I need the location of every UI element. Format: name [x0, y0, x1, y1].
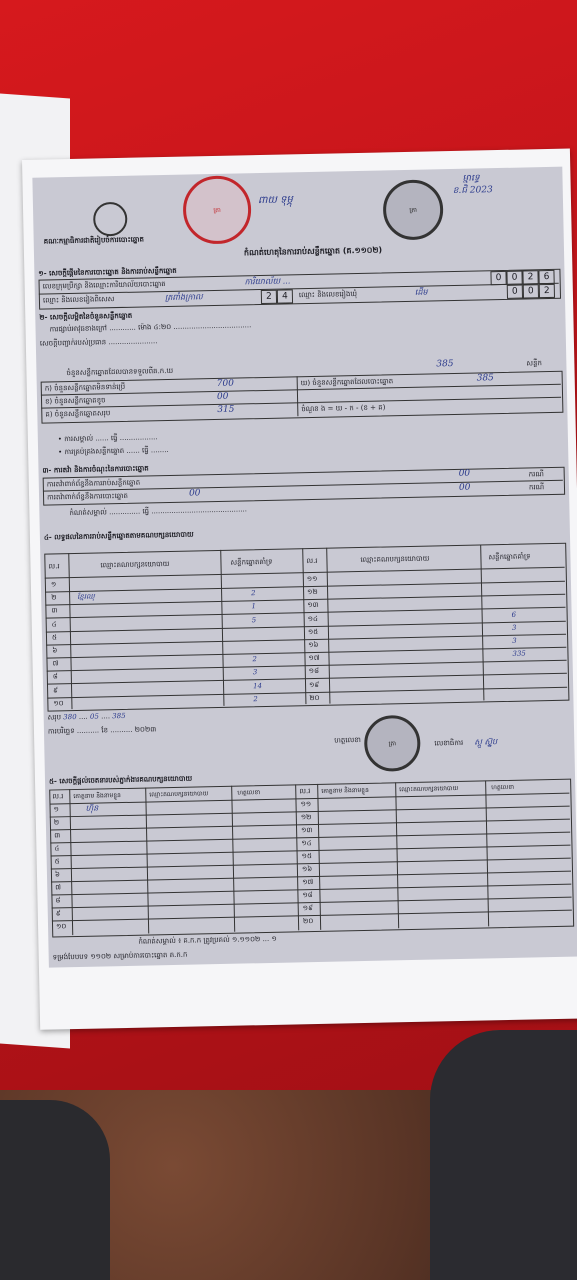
results-row-votes: 2	[251, 589, 256, 598]
results-row-votes: 3	[511, 623, 517, 632]
section2-line1: ការផ្សាប់អាវុធខាងក្រៅ ............ ម៉ោង ៤:២០ ...................................	[49, 321, 252, 334]
agents-row-no: ១០	[55, 922, 67, 931]
red-stamp-icon: ត្រា	[182, 175, 251, 244]
objection2-label: ការតវ៉ាពាក់ព័ន្ធនឹងការបោះឆ្នោត	[46, 491, 128, 502]
results-row-no: ៣	[51, 606, 58, 615]
top-right-handwritten: ម្មាទ្ធេ	[462, 173, 480, 184]
agents-col-no: ល.រ	[299, 787, 311, 796]
received-label: ចំនួនសន្លឹកឆ្នោតដែលបានទទួលពីគ.ក.ឃ	[66, 366, 174, 378]
results-row-no: ៦	[52, 646, 58, 655]
results-row-no: ១៤	[307, 614, 319, 623]
objection2-value-b: 00	[458, 482, 471, 493]
results-row-votes: 3	[512, 636, 517, 645]
agents-col-no: ល.រ	[52, 792, 64, 801]
results-row-no: ១៦	[308, 640, 319, 650]
election-form-paper	[22, 149, 577, 1030]
objection1-value: 00	[458, 468, 471, 479]
digit-cell: 2	[539, 284, 555, 298]
col-header-party: ឈ្មោះគណបក្សនយោបាយ	[100, 560, 170, 570]
results-row-no: ១	[50, 580, 57, 589]
grey-stamp-icon: ត្រា	[364, 715, 421, 772]
results-row-votes: 3	[252, 668, 258, 677]
digit-cell: 2	[522, 270, 538, 284]
results-row-no: ៨	[52, 672, 58, 681]
org-name: គណៈកម្មាធិការជាតិរៀបចំការបោះឆ្នោត	[43, 235, 145, 246]
agents-row-no: ១៣	[301, 826, 313, 835]
section1-row1-value: ការិយាល័យ ...	[244, 276, 291, 287]
results-row-votes: 14	[252, 681, 263, 690]
agents-row-no: ១	[53, 805, 60, 814]
objection1-unit: ករណី	[528, 470, 544, 479]
row-a-value: 700	[216, 378, 235, 389]
row-e-label: ចំណួន ង = ឃ - ក - (ខ + គ)	[301, 403, 386, 414]
nec-emblem-icon	[93, 202, 128, 237]
agents-row-no: ៧	[55, 883, 62, 892]
results-row-no: ១៨	[308, 667, 320, 676]
results-row-votes: 1	[251, 602, 256, 611]
section3-summary: កំណត់សម្គាល់ .............. ធ្វើ ...........................................	[69, 505, 248, 518]
objection1-label: ការតវ៉ាពាក់ព័ន្ធនឹងការរាប់សន្លឹកឆ្នោត	[46, 478, 141, 489]
agents-row-no: ៩	[55, 909, 61, 918]
trouser-right	[430, 1030, 577, 1280]
digit-cell: 0	[490, 271, 506, 285]
results-row-no: ៥	[51, 633, 58, 642]
results-row-no: ២០	[309, 693, 320, 702]
agents-row-no: ១១	[300, 800, 312, 809]
agents-row-no: ២	[53, 818, 60, 827]
results-row-no: ១១	[306, 574, 318, 584]
trouser-left	[0, 1100, 110, 1280]
secretary-label: លេខាធិការ	[434, 738, 464, 748]
digit-cell: 0	[507, 285, 523, 299]
row-c-label: គ) ចំនួនសន្លឹកឆ្នោតសរុប	[45, 409, 111, 419]
row-b-value: 00	[216, 391, 229, 402]
total-right: 385	[112, 711, 126, 721]
results-row-votes: 335	[512, 649, 526, 659]
agents-row-no: ៦	[54, 870, 61, 879]
row-a-label: ក) ចំនួនសន្លឹកឆ្នោតមិនទាន់ប្រើ	[44, 382, 126, 393]
results-row-no: ២	[51, 593, 57, 602]
section4-title: ៤- លទ្ធផលនៃការរាប់សន្លឹកឆ្នោតតាមគណបក្សនយោបាយ	[43, 530, 194, 542]
objection2-unit: ករណី	[528, 483, 545, 492]
section5-footnote: កំណត់សម្គាល់ ៖ គ.ក.ក ត្រូវប្រគល់ ១.១១០២ ... ១	[138, 934, 277, 946]
results-row-no: ៧	[52, 659, 59, 668]
row-d-value: 385	[476, 373, 494, 384]
received-unit: សន្លឹក	[526, 359, 543, 368]
col-header-votes: សន្លឹកឆ្នោតគាំទ្រ	[488, 552, 531, 562]
agents-row-no: ១៨	[302, 891, 313, 900]
top-signature: ពាយ ទុម្ភុ	[257, 194, 293, 207]
results-row-no: ១៣	[307, 601, 319, 610]
col-header-party: ឈ្មោះគណបក្សនយោបាយ	[360, 554, 430, 564]
agents-col-name: គោត្តនាម និងនាមខ្លួន	[73, 792, 122, 801]
agents-col-signature: ហត្ថលេខា	[491, 783, 515, 792]
agents-row-no: ៣	[54, 831, 61, 840]
form-title: កំណត់ហេតុនៃការរាប់សន្លឹកឆ្នោត (គ.១១០២)	[243, 245, 383, 258]
objection2-value: 00	[188, 488, 201, 499]
agent1-name: ហ៊ុន	[85, 803, 99, 813]
results-row-votes: 6	[511, 610, 517, 619]
section5-title: ៥- សេចក្តីផ្តល់ចេតនារបស់ភ្នាក់ងារគណបក្សនយោបាយ	[48, 774, 193, 786]
agents-row-no: ១៥	[301, 852, 312, 861]
agents-row-no: ១៧	[302, 878, 314, 887]
results-row-no: ៤	[51, 619, 57, 629]
section3-title: ៣- ការតវ៉ា និងការចំណុះនៃការបោះឆ្នោត	[42, 464, 149, 475]
section1-row2-label: ឈ្មោះ និងលេខរៀងពិសេស	[42, 295, 115, 305]
agents-row-no: ១២	[300, 813, 312, 822]
form-photocopy	[32, 167, 577, 968]
date-line: ការបរិច្ឆេទ .......... ខែ .......... ២០២៣	[47, 725, 157, 736]
row-d-label: ឃ) ចំនួនសន្លឹកឆ្នោតដែលបោះឆ្នោត	[300, 377, 394, 388]
col-header-votes: សន្លឹកឆ្នោតគាំទ្រ	[230, 557, 273, 567]
results-row-no: ១៧	[308, 654, 320, 663]
agents-col-signature: ហត្ថលេខា	[237, 789, 261, 797]
section1-row2-value-b: ដើម	[414, 287, 428, 297]
bullet1: • ការសម្គាល់ ...... ធ្វើ .................	[57, 433, 158, 444]
agents-col-party: ឈ្មោះគណបក្សនយោបាយ	[149, 790, 209, 799]
bullet2: • ការគ្រប់គ្រងសន្លឹកឆ្នោត ...... ធ្វើ ........	[58, 445, 169, 457]
row-b-label: ខ) ចំនួនសន្លឹកឆ្នោតខូច	[44, 396, 106, 406]
section1-row1-label: លេខក្រុមប្រឹក្សា និងឈ្មោះការិយាល័យបោះឆ្នោត	[42, 280, 166, 291]
received-value: 385	[436, 359, 454, 370]
row-c-value: 315	[217, 404, 235, 415]
total-left: 380	[63, 712, 77, 722]
results-row-no: ១៩	[308, 680, 320, 689]
col-header-no: ល.រ	[48, 562, 60, 571]
results-row-no: ១២	[307, 588, 318, 597]
section1-row2-label-b: ឈ្មោះ និងលេខរៀងឃុំ	[298, 290, 358, 300]
section2-line2: សេចក្តីបញ្ជាក់របស់ប្រធាន ......................	[39, 337, 158, 348]
digit-cell: 4	[277, 289, 293, 303]
agents-row-no: ៤	[54, 844, 60, 853]
total-mid: 05	[89, 712, 99, 721]
agents-col-party: ឈ្មោះគណបក្សនយោបាយ	[399, 785, 459, 794]
results-row-votes: 2	[252, 655, 258, 664]
signature-label: ហត្ថលេខា	[334, 736, 361, 745]
secretary-signature: ស្តួ ស្ត៊ួប	[474, 737, 498, 747]
total-line: សរុប 380 .... 05 .... 385	[47, 711, 126, 722]
agents-row-no: ៨	[55, 896, 61, 905]
digit-cell: 6	[538, 270, 554, 284]
results-row-no: ១០	[53, 699, 64, 708]
digit-cell: 2	[261, 290, 277, 304]
agents-row-no: ៥	[54, 857, 60, 866]
top-right-date: ខ.ជិ 2023	[452, 185, 493, 196]
digit-cell: 0	[506, 271, 522, 285]
form-footer: ទម្រង់បែបបទ ១១០២ សម្រាប់ការបោះឆ្នោត គ.ក.ក	[52, 950, 188, 962]
agents-row-no: ១៩	[302, 904, 314, 913]
section1-row2-value: ត្រពាំងក្រាល	[164, 292, 203, 303]
section1-title: ១- សេចក្តីផ្តើមនៃការបោះឆ្នោត និងការរាប់សន្លឹកឆ្នោត	[38, 266, 177, 278]
agents-row-no: ១៦	[301, 865, 313, 874]
results-row-no: ១៥	[307, 627, 319, 636]
results-row-votes: 5	[251, 615, 257, 624]
results-row-no: ៩	[53, 685, 59, 695]
grey-stamp-icon: ត្រា	[383, 179, 444, 240]
digit-cell: 0	[523, 284, 539, 298]
agents-row-no: ២០	[302, 917, 314, 926]
agents-col-name: គោត្តនាម និងនាមខ្លួន	[321, 786, 369, 795]
section2-title: ២- សេចក្តីលម្អិតនៃចំនួនសន្លឹកឆ្នោត	[39, 311, 133, 322]
results-row-party: ខ្មែរ​ឈុ	[77, 592, 95, 602]
results-row-votes: 2	[253, 694, 258, 704]
agents-row-no: ១៤	[301, 839, 312, 848]
col-header-no: ល.រ	[306, 556, 318, 566]
